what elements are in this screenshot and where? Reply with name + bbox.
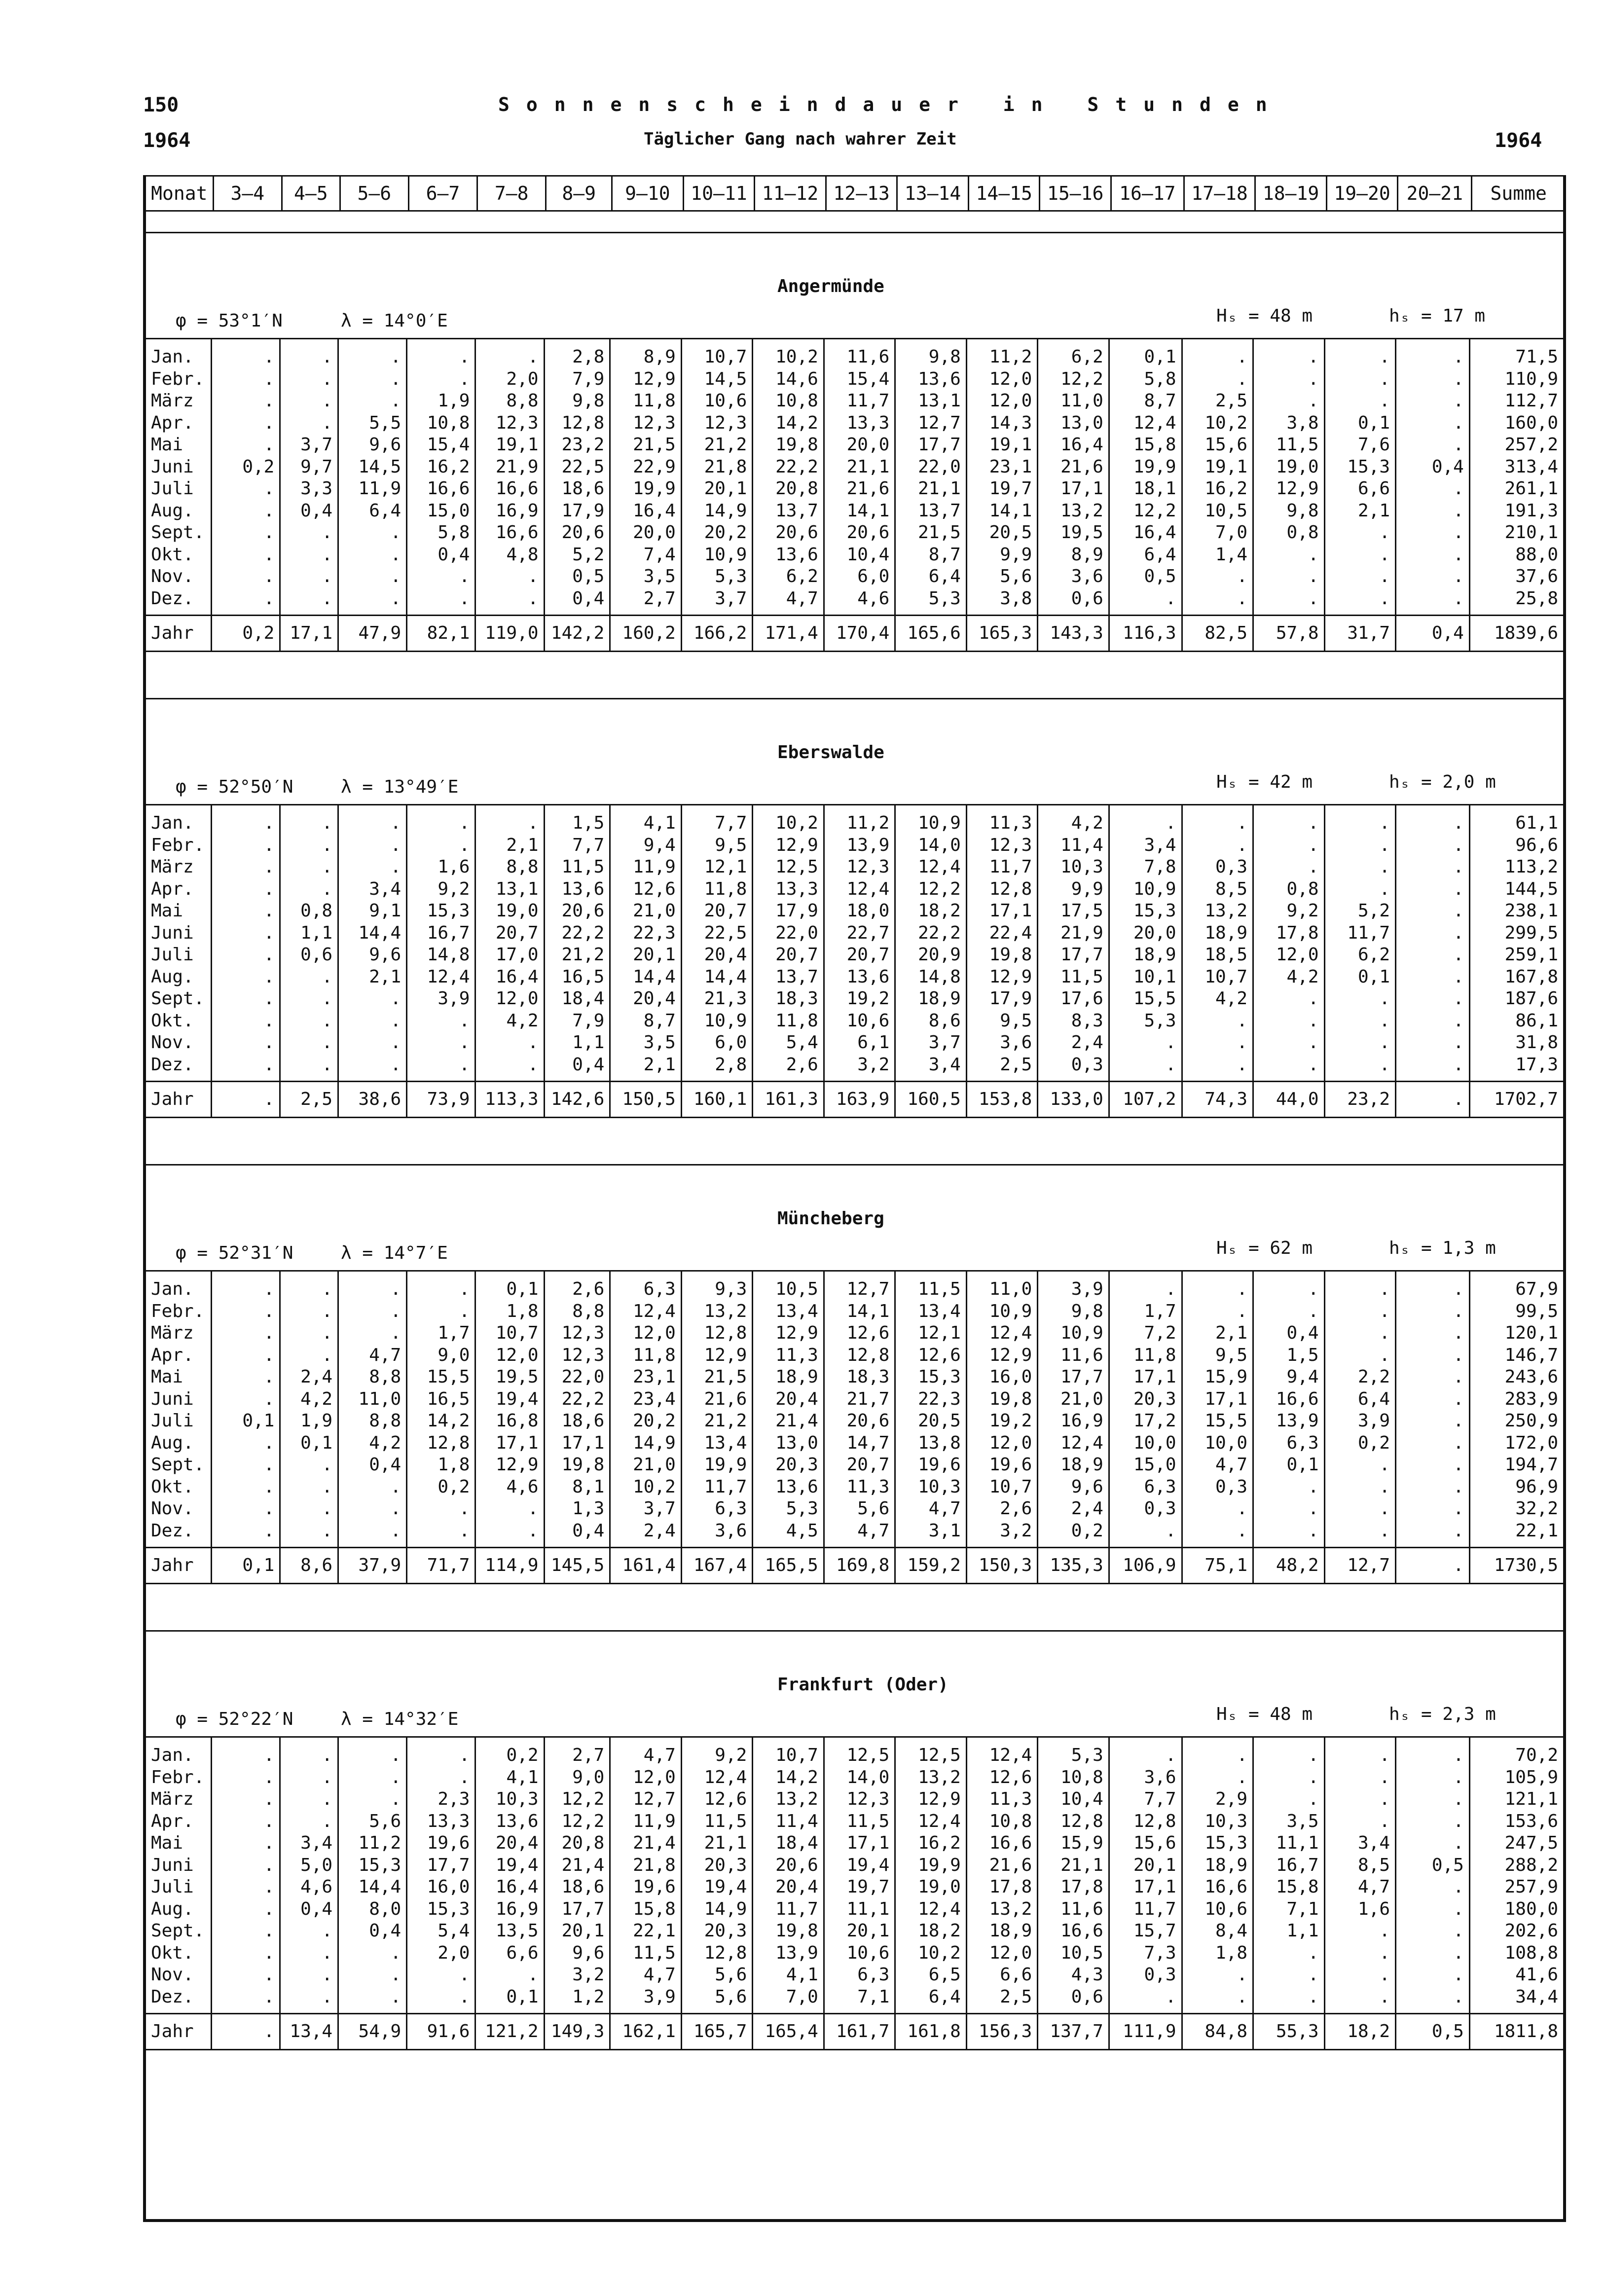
column-header-16: 18–19	[1255, 176, 1327, 211]
station-block	[146, 698, 1563, 1166]
hour-column-values: 1,5 7,7 11,5 13,6 20,6 22,2 21,2 16,5 18,4 7,9 1,1 0,4	[544, 805, 610, 1082]
hour-column-values: 9,3 13,2 12,8 12,9 21,5 21,6 21,2 13,4 19,9 11,7 6,3 3,6	[681, 1271, 753, 1548]
year-total-value: 37,9	[338, 1548, 407, 1584]
data-table	[146, 804, 1563, 1118]
latitude: φ = 53°1′N	[176, 311, 283, 331]
year-total-value: 116,3	[1109, 616, 1182, 652]
year-total-row	[146, 1548, 1563, 1584]
hour-column-values: . . . . . . . . . . . .	[212, 1737, 280, 2014]
year-total-value: 135,3	[1038, 1548, 1109, 1584]
instrument-height: hₛ = 2,0 m	[1389, 772, 1496, 792]
station-separator	[146, 1630, 1563, 1632]
column-header-2: 4–5	[282, 176, 340, 211]
station-separator	[146, 232, 1563, 233]
month-labels: Jan. Febr. März Apr. Mai Juni Juli Aug. Sept. Okt. Nov. Dez.	[146, 1737, 212, 2014]
hour-column-values: . . . . . . . . . . . .	[212, 805, 280, 1082]
column-header-3: 5–6	[340, 176, 408, 211]
year-total-value: 17,1	[280, 616, 338, 652]
year-total-value: 160,2	[610, 616, 682, 652]
hour-column-values: . . . 0,1 7,6 15,3 6,6 2,1 . . . .	[1324, 339, 1396, 616]
hour-column-values: . . . 3,8 11,5 19,0 12,9 9,8 0,8 . . .	[1253, 339, 1325, 616]
column-header-0: Monat	[145, 176, 213, 211]
year-label: Jahr	[146, 2014, 212, 2050]
data-table	[146, 1270, 1563, 1584]
hour-column-values: . 3,6 7,7 12,8 15,6 20,1 17,1 11,7 15,7 7,3 0,3 .	[1109, 1737, 1182, 2014]
year-total-value: 31,7	[1324, 616, 1396, 652]
year-total-value: 156,3	[966, 2014, 1038, 2050]
year-total-value: 12,7	[1324, 1548, 1396, 1584]
hour-column-values: . 3,4 7,8 10,9 15,3 20,0 18,9 10,1 15,5 5,3 . .	[1109, 805, 1182, 1082]
year-total-value: 137,7	[1038, 2014, 1109, 2050]
hour-column-values: 10,7 14,5 10,6 12,3 21,2 21,8 20,1 14,9 20,2 10,9 5,3 3,7	[681, 339, 753, 616]
station-name: Angermünde	[777, 276, 884, 296]
hour-column-values: . 1,7 7,2 11,8 17,1 20,3 17,2 10,0 15,0 6,3 0,3 .	[1109, 1271, 1182, 1548]
year-total-value: 82,1	[407, 616, 475, 652]
year-right: 1964	[1495, 129, 1542, 152]
hour-column-values: 11,2 13,9 12,3 12,4 18,0 22,7 20,7 13,6 19,2 10,6 6,1 3,2	[824, 805, 895, 1082]
hour-column-values: 11,5 13,4 12,1 12,6 15,3 22,3 20,5 13,8 19,6 10,3 4,7 3,1	[895, 1271, 967, 1548]
station-block	[146, 1630, 1563, 2099]
year-total-value: 142,6	[544, 1082, 610, 1118]
hour-column-values: 2,6 8,8 12,3 12,3 22,0 22,2 18,6 17,1 19,8 8,1 1,3 0,4	[544, 1271, 610, 1548]
latitude: φ = 52°50′N	[176, 777, 293, 797]
year-total-value: 169,8	[824, 1548, 895, 1584]
year-total-value: 74,3	[1182, 1082, 1253, 1118]
year-total-value: 1811,8	[1469, 2014, 1563, 2050]
year-label: Jahr	[146, 1548, 212, 1584]
hour-column-values: . . 0,4 1,5 9,4 16,6 13,9 6,3 0,1 . . .	[1253, 1271, 1325, 1548]
year-total-value: 133,0	[1038, 1082, 1109, 1118]
year-total-value: 2,5	[280, 1082, 338, 1118]
column-header-6: 8–9	[546, 176, 612, 211]
hour-column-values: . . 2,5 10,2 15,6 19,1 16,2 10,5 7,0 1,4 . .	[1182, 339, 1253, 616]
year-label: Jahr	[146, 1082, 212, 1118]
hour-column-values: 0,1 5,8 8,7 12,4 15,8 19,9 18,1 12,2 16,4 6,4 0,5 .	[1109, 339, 1182, 616]
hour-column-values: 11,2 12,0 12,0 14,3 19,1 23,1 19,7 14,1 20,5 9,9 5,6 3,8	[966, 339, 1038, 616]
year-total-value: 1730,5	[1469, 1548, 1563, 1584]
year-total-value: 48,2	[1253, 1548, 1325, 1584]
year-total-value: .	[212, 1082, 280, 1118]
hour-column-values: 0,1 1,8 10,7 12,0 19,5 19,4 16,8 17,1 12,9 4,6 . .	[475, 1271, 544, 1548]
year-total-value: 71,7	[407, 1548, 475, 1584]
hour-column-values: . . . . . 0,2 . . . . . .	[212, 339, 280, 616]
hour-column-values: 10,2 12,9 12,5 13,3 17,9 22,0 20,7 13,7 18,3 11,8 5,4 2,6	[753, 805, 824, 1082]
year-total-value: 161,4	[610, 1548, 682, 1584]
year-total-value: 44,0	[1253, 1082, 1325, 1118]
hour-column-values: 11,6 15,4 11,7 13,3 20,0 21,1 21,6 14,1 20,6 10,4 6,0 4,6	[824, 339, 895, 616]
year-total-value: 13,4	[280, 2014, 338, 2050]
year-total-value: 1702,7	[1469, 1082, 1563, 1118]
year-total-value: 165,6	[895, 616, 967, 652]
station-block	[146, 1164, 1563, 1633]
station-height: Hₛ = 42 m	[1216, 772, 1313, 792]
hour-column-values: . . . . . 0,5 . . . . . .	[1396, 1737, 1470, 2014]
hour-column-values: . . . . 3,7 9,7 3,3 0,4 . . . .	[280, 339, 338, 616]
hour-column-values: . . 2,1 9,5 15,9 17,1 15,5 10,0 4,7 0,3 . .	[1182, 1271, 1253, 1548]
instrument-height: hₛ = 1,3 m	[1389, 1238, 1496, 1258]
hour-column-values: 11,0 10,9 12,4 12,9 16,0 19,8 19,2 12,0 19,6 10,7 2,6 3,2	[966, 1271, 1038, 1548]
hour-column-values: 10,7 14,2 13,2 11,4 18,4 20,6 20,4 11,7 19,8 13,9 4,1 7,0	[753, 1737, 824, 2014]
column-header-17: 19–20	[1326, 176, 1398, 211]
hour-column-values: . 2,0 8,8 12,3 19,1 21,9 16,6 16,9 16,6 4,8 . .	[475, 339, 544, 616]
year-total-value: 57,8	[1253, 616, 1325, 652]
hour-column-values: 6,3 12,4 12,0 11,8 23,1 23,4 20,2 14,9 21,0 10,2 3,7 2,4	[610, 1271, 682, 1548]
hour-column-values: . . 0,3 8,5 13,2 18,9 18,5 10,7 4,2 . . .	[1182, 805, 1253, 1082]
year-total-value: 165,3	[966, 616, 1038, 652]
year-total-value: 0,4	[1396, 616, 1470, 652]
hour-column-values: 7,7 9,5 12,1 11,8 20,7 22,5 20,4 14,4 21,3 10,9 6,0 2,8	[681, 805, 753, 1082]
year-total-value: 161,3	[753, 1082, 824, 1118]
column-header-10: 12–13	[826, 176, 897, 211]
hour-column-values: 70,2 105,9 121,1 153,6 247,5 288,2 257,9 180,0 202,6 108,8 41,6 34,4	[1469, 1737, 1563, 2014]
hour-column-values: 12,4 12,6 11,3 10,8 16,6 21,6 17,8 13,2 18,9 12,0 6,6 2,5	[966, 1737, 1038, 2014]
hour-column-values: . . . . . . . . . . . .	[1396, 1271, 1470, 1548]
month-rows	[146, 1737, 1563, 2014]
year-left: 1964	[143, 129, 191, 152]
column-header-1: 3–4	[213, 176, 282, 211]
month-rows	[146, 805, 1563, 1082]
hour-column-values: . . . 3,5 11,1 16,7 15,8 7,1 1,1 . . .	[1253, 1737, 1325, 2014]
station-height: Hₛ = 62 m	[1216, 1238, 1313, 1258]
hour-column-values: . . . 4,7 8,8 11,0 8,8 4,2 0,4 . . .	[338, 1271, 407, 1548]
longitude: λ = 14°7′E	[341, 1243, 448, 1263]
latitude: φ = 52°31′N	[176, 1243, 293, 1263]
station-separator	[146, 1164, 1563, 1166]
station-name: Müncheberg	[777, 1208, 884, 1229]
hour-column-values: . . . . 3,4 5,0 4,6 0,4 . . . .	[280, 1737, 338, 2014]
year-total-value: 0,1	[212, 1548, 280, 1584]
hour-column-values: . . . . 3,4 8,5 4,7 1,6 . . . .	[1324, 1737, 1396, 2014]
year-total-value: 91,6	[407, 2014, 475, 2050]
station-height: Hₛ = 48 m	[1216, 306, 1313, 326]
hour-column-values: 61,1 96,6 113,2 144,5 238,1 299,5 259,1 167,8 187,6 86,1 31,8 17,3	[1469, 805, 1563, 1082]
column-header-15: 17–18	[1184, 176, 1255, 211]
year-total-value: 75,1	[1182, 1548, 1253, 1584]
year-total-value: 167,4	[681, 1548, 753, 1584]
hour-column-values: . . . 3,4 9,1 14,4 9,6 2,1 . . . .	[338, 805, 407, 1082]
column-header-14: 16–17	[1111, 176, 1184, 211]
hour-column-values: 71,5 110,9 112,7 160,0 257,2 313,4 261,1 191,3 210,1 88,0 37,6 25,8	[1469, 339, 1563, 616]
hour-column-values: . . 2,9 10,3 15,3 18,9 16,6 10,6 8,4 1,8 . .	[1182, 1737, 1253, 2014]
hour-column-values: 67,9 99,5 120,1 146,7 243,6 283,9 250,9 172,0 194,7 96,9 32,2 22,1	[1469, 1271, 1563, 1548]
year-total-row	[146, 1082, 1563, 1118]
column-header-11: 13–14	[897, 176, 969, 211]
longitude: λ = 13°49′E	[341, 777, 459, 797]
hour-column-values: 12,5 14,0 12,3 11,5 17,1 19,4 19,7 11,1 20,1 10,6 6,3 7,1	[824, 1737, 895, 2014]
year-total-value: 18,2	[1324, 2014, 1396, 2050]
year-total-value: 161,8	[895, 2014, 967, 2050]
year-total-value: 111,9	[1109, 2014, 1182, 2050]
hour-column-values: . . . 0,8 9,2 17,8 12,0 4,2 . . . .	[1253, 805, 1325, 1082]
year-total-value: 160,5	[895, 1082, 967, 1118]
hour-column-values: 5,3 10,8 10,4 12,8 15,9 21,1 17,8 11,6 16,6 10,5 4,3 0,6	[1038, 1737, 1109, 2014]
instrument-height: hₛ = 2,3 m	[1389, 1704, 1496, 1724]
year-total-value: 149,3	[544, 2014, 610, 2050]
year-total-row	[146, 2014, 1563, 2050]
column-header-7: 9–10	[612, 176, 684, 211]
longitude: λ = 14°32′E	[341, 1709, 459, 1729]
year-total-value: 107,2	[1109, 1082, 1182, 1118]
sub-title: Täglicher Gang nach wahrer Zeit	[644, 129, 957, 149]
instrument-height: hₛ = 17 m	[1389, 306, 1486, 326]
year-total-value: 119,0	[475, 616, 544, 652]
hour-column-values: . . . . 0,8 1,1 0,6 . . . . .	[280, 805, 338, 1082]
main-title: Sonnenscheindauer in Stunden	[498, 94, 1284, 115]
hour-column-values: 2,7 9,0 12,2 12,2 20,8 21,4 18,6 17,7 20,1 9,6 3,2 1,2	[544, 1737, 610, 2014]
hour-column-values: 10,9 14,0 12,4 12,2 18,2 22,2 20,9 14,8 18,9 8,6 3,7 3,4	[895, 805, 967, 1082]
hour-column-values: . . . . 2,4 4,2 1,9 0,1 . . . .	[280, 1271, 338, 1548]
column-header-table	[143, 175, 1566, 212]
hour-column-values: . 2,1 8,8 13,1 19,0 20,7 17,0 16,4 12,0 4,2 . .	[475, 805, 544, 1082]
year-total-value: 47,9	[338, 616, 407, 652]
year-total-value: 8,6	[280, 1548, 338, 1584]
column-header-12: 14–15	[968, 176, 1040, 211]
year-total-value: 121,2	[475, 2014, 544, 2050]
hour-column-values: 0,2 4,1 10,3 13,6 20,4 19,4 16,4 16,9 13,5 6,6 . 0,1	[475, 1737, 544, 2014]
hour-column-values: 3,9 9,8 10,9 11,6 17,7 21,0 16,9 12,4 18,9 9,6 2,4 0,2	[1038, 1271, 1109, 1548]
year-total-row	[146, 616, 1563, 652]
year-total-value: 165,7	[681, 2014, 753, 2050]
month-labels: Jan. Febr. März Apr. Mai Juni Juli Aug. Sept. Okt. Nov. Dez.	[146, 805, 212, 1082]
hour-column-values: 12,5 13,2 12,9 12,4 16,2 19,9 19,0 12,4 18,2 10,2 6,5 6,4	[895, 1737, 967, 2014]
year-total-value: 84,8	[1182, 2014, 1253, 2050]
hour-column-values: . . . . . . . . . . . .	[1396, 805, 1470, 1082]
column-header-9: 11–12	[755, 176, 826, 211]
year-total-value: 161,7	[824, 2014, 895, 2050]
month-labels: Jan. Febr. März Apr. Mai Juni Juli Aug. Sept. Okt. Nov. Dez.	[146, 1271, 212, 1548]
station-name: Frankfurt (Oder)	[777, 1675, 949, 1695]
hour-column-values: 8,9 12,9 11,8 12,3 21,5 22,9 19,9 16,4 20,0 7,4 3,5 2,7	[610, 339, 682, 616]
year-total-value: 145,5	[544, 1548, 610, 1584]
year-total-value: 0,2	[212, 616, 280, 652]
latitude: φ = 52°22′N	[176, 1709, 293, 1729]
hour-column-values: 10,2 14,6 10,8 14,2 19,8 22,2 20,8 13,7 20,6 13,6 6,2 4,7	[753, 339, 824, 616]
month-labels: Jan. Febr. März Apr. Mai Juni Juli Aug. Sept. Okt. Nov. Dez.	[146, 339, 212, 616]
year-total-value: 0,5	[1396, 2014, 1470, 2050]
year-total-value: 73,9	[407, 1082, 475, 1118]
year-total-value: 153,8	[966, 1082, 1038, 1118]
column-header-5: 7–8	[477, 176, 546, 211]
year-total-value: 143,3	[1038, 616, 1109, 652]
year-total-value: .	[1396, 1548, 1470, 1584]
hour-column-values: . . 1,7 9,0 15,5 16,5 14,2 12,8 1,8 0,2 . .	[407, 1271, 475, 1548]
hour-column-values: 4,2 11,4 10,3 9,9 17,5 21,9 17,7 11,5 17,6 8,3 2,4 0,3	[1038, 805, 1109, 1082]
column-header-18: 20–21	[1398, 176, 1472, 211]
year-total-value: 23,2	[1324, 1082, 1396, 1118]
year-total-value: 159,2	[895, 1548, 967, 1584]
year-total-value: 55,3	[1253, 2014, 1325, 2050]
data-table	[146, 338, 1563, 652]
hour-column-values: . . 1,9 10,8 15,4 16,2 16,6 15,0 5,8 0,4 . .	[407, 339, 475, 616]
year-total-value: 113,3	[475, 1082, 544, 1118]
year-total-value: 171,4	[753, 616, 824, 652]
year-total-value: 114,9	[475, 1548, 544, 1584]
year-total-value: 82,5	[1182, 616, 1253, 652]
hour-column-values: 6,2 12,2 11,0 13,0 16,4 21,6 17,1 13,2 19,5 8,9 3,6 0,6	[1038, 339, 1109, 616]
data-table	[146, 1736, 1563, 2050]
year-total-value: 160,1	[681, 1082, 753, 1118]
month-rows	[146, 1271, 1563, 1548]
year-total-value: 106,9	[1109, 1548, 1182, 1584]
year-total-value: .	[1396, 1082, 1470, 1118]
year-total-value: .	[212, 2014, 280, 2050]
hour-column-values: . . . 5,5 9,6 14,5 11,9 6,4 . . . .	[338, 339, 407, 616]
column-header-13: 15–16	[1040, 176, 1111, 211]
year-label: Jahr	[146, 616, 212, 652]
hour-column-values: . . . . 5,2 11,7 6,2 0,1 . . . .	[1324, 805, 1396, 1082]
hour-column-values: 9,2 12,4 12,6 11,5 21,1 20,3 19,4 14,9 20,3 12,8 5,6 5,6	[681, 1737, 753, 2014]
hour-column-values: . . . . . 0,4 . . . . . .	[1396, 339, 1470, 616]
hour-column-values: 11,3 12,3 11,7 12,8 17,1 22,4 19,8 12,9 17,9 9,5 3,6 2,5	[966, 805, 1038, 1082]
hour-column-values: . . . 5,6 11,2 15,3 14,4 8,0 0,4 . . .	[338, 1737, 407, 2014]
hour-column-values: 2,8 7,9 9,8 12,8 23,2 22,5 18,6 17,9 20,6 5,2 0,5 0,4	[544, 339, 610, 616]
longitude: λ = 14°0′E	[341, 311, 448, 331]
column-header-4: 6–7	[408, 176, 477, 211]
year-total-value: 170,4	[824, 616, 895, 652]
station-height: Hₛ = 48 m	[1216, 1704, 1313, 1724]
station-block	[146, 232, 1563, 700]
page-number: 150	[143, 94, 179, 116]
column-header-19: Summe	[1472, 176, 1566, 211]
year-total-value: 54,9	[338, 2014, 407, 2050]
year-total-value: 162,1	[610, 2014, 682, 2050]
hour-column-values: 4,7 12,0 12,7 11,9 21,4 21,8 19,6 15,8 22,1 11,5 4,7 3,9	[610, 1737, 682, 2014]
station-name: Eberswalde	[777, 742, 884, 763]
hour-column-values: . . 2,3 13,3 19,6 17,7 16,0 15,3 5,4 2,0 . .	[407, 1737, 475, 2014]
year-total-value: 150,5	[610, 1082, 682, 1118]
year-total-value: 163,9	[824, 1082, 895, 1118]
year-total-value: 142,2	[544, 616, 610, 652]
hour-column-values: 12,7 14,1 12,6 12,8 18,3 21,7 20,6 14,7 20,7 11,3 5,6 4,7	[824, 1271, 895, 1548]
year-total-value: 165,5	[753, 1548, 824, 1584]
hour-column-values: . . 1,6 9,2 15,3 16,7 14,8 12,4 3,9 . . .	[407, 805, 475, 1082]
year-total-value: 150,3	[966, 1548, 1038, 1584]
station-separator	[146, 698, 1563, 699]
hour-column-values: . . . . . . 0,1 . . . . .	[212, 1271, 280, 1548]
column-header-row	[145, 176, 1566, 211]
month-rows	[146, 339, 1563, 616]
year-total-value: 166,2	[681, 616, 753, 652]
hour-column-values: 10,5 13,4 12,9 11,3 18,9 20,4 21,4 13,0 20,3 13,6 5,3 4,5	[753, 1271, 824, 1548]
year-total-value: 165,4	[753, 2014, 824, 2050]
hour-column-values: . . . . 2,2 6,4 3,9 0,2 . . . .	[1324, 1271, 1396, 1548]
column-header-8: 10–11	[683, 176, 755, 211]
year-total-value: 1839,6	[1469, 616, 1563, 652]
hour-column-values: 4,1 9,4 11,9 12,6 21,0 22,3 20,1 14,4 20,4 8,7 3,5 2,1	[610, 805, 682, 1082]
hour-column-values: 9,8 13,6 13,1 12,7 17,7 22,0 21,1 13,7 21,5 8,7 6,4 5,3	[895, 339, 967, 616]
year-total-value: 38,6	[338, 1082, 407, 1118]
